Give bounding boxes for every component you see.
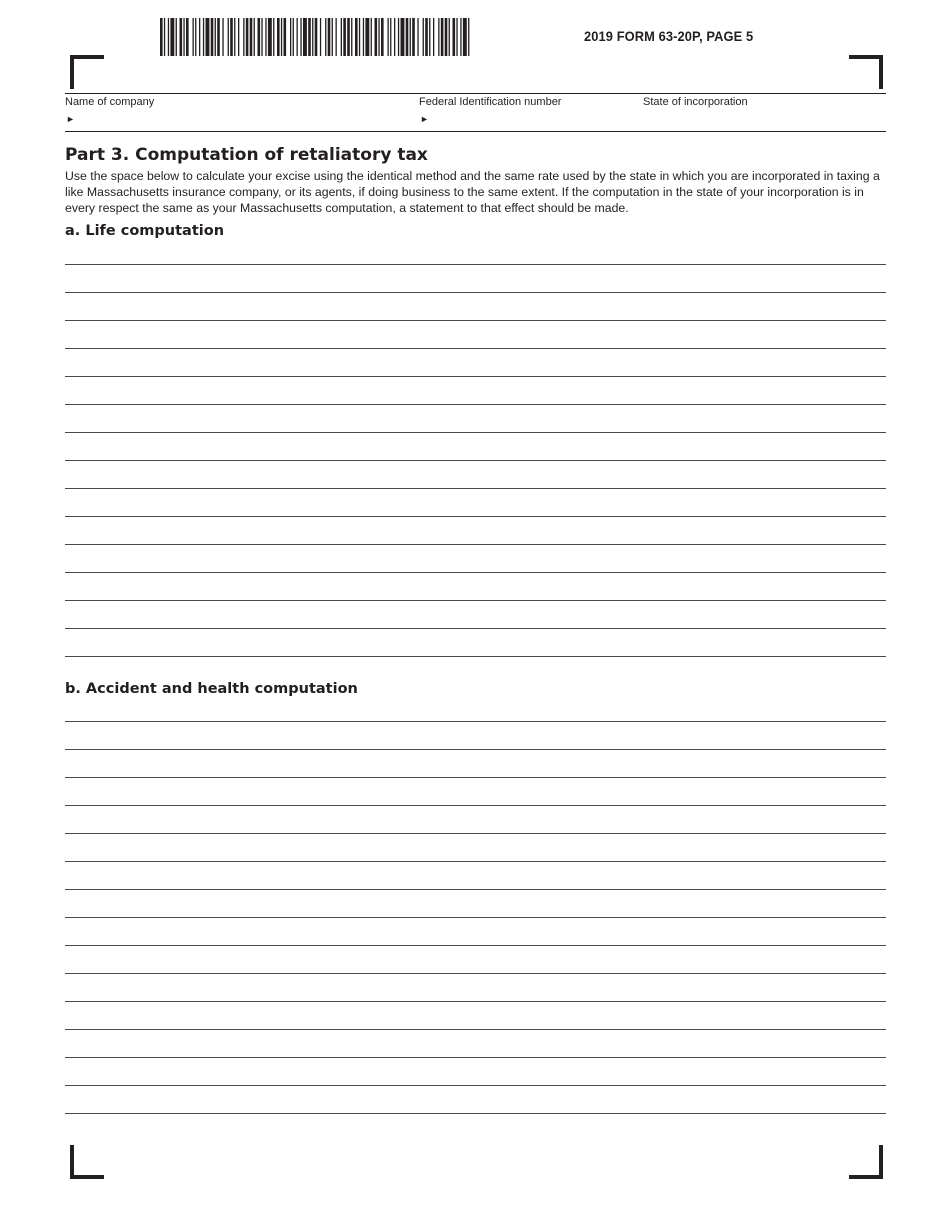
life-computation-line[interactable] — [65, 432, 886, 433]
barcode — [160, 18, 470, 56]
accident-health-computation-line[interactable] — [65, 973, 886, 974]
life-computation-line[interactable] — [65, 376, 886, 377]
accident-health-computation-line[interactable] — [65, 945, 886, 946]
accident-health-computation-line[interactable] — [65, 1001, 886, 1002]
life-computation-line[interactable] — [65, 600, 886, 601]
state-of-incorporation-label: State of incorporation — [643, 96, 748, 108]
accident-health-computation-line[interactable] — [65, 777, 886, 778]
life-computation-line[interactable] — [65, 628, 886, 629]
accident-health-computation-line[interactable] — [65, 1085, 886, 1086]
corner-mark-top-right — [849, 55, 883, 89]
accident-health-computation-line[interactable] — [65, 1029, 886, 1030]
fein-arrow-icon: ► — [420, 114, 429, 124]
form-title: 2019 FORM 63-20P, PAGE 5 — [584, 28, 754, 44]
life-computation-line[interactable] — [65, 544, 886, 545]
header-rule-bottom — [65, 131, 886, 132]
company-name-arrow-icon: ► — [66, 114, 75, 124]
corner-mark-top-left — [70, 55, 104, 89]
part-3-instructions: Use the space below to calculate your excise using the identical method and the same rate used by the state in which you are incorporated in taxing a like Massachusetts insurance company, or its agents, if doing business to the same extent. If the computation in the state of your incorporation is in every respect the same as your Massachusetts computation, a statement to that effect should be made. — [65, 169, 880, 215]
life-computation-line[interactable] — [65, 488, 886, 489]
life-computation-line[interactable] — [65, 320, 886, 321]
fein-label: Federal Identification number — [419, 96, 562, 108]
corner-mark-bottom-right — [849, 1145, 883, 1179]
accident-health-computation-line[interactable] — [65, 721, 886, 722]
part-3-title: Part 3. Computation of retaliatory tax — [65, 145, 428, 165]
header-rule-top — [65, 93, 886, 94]
accident-health-computation-line[interactable] — [65, 805, 886, 806]
life-computation-line[interactable] — [65, 572, 886, 573]
life-computation-line[interactable] — [65, 348, 886, 349]
section-a-title: a. Life computation — [65, 223, 225, 239]
life-computation-line[interactable] — [65, 292, 886, 293]
life-computation-line[interactable] — [65, 460, 886, 461]
accident-health-computation-line[interactable] — [65, 889, 886, 890]
life-computation-line[interactable] — [65, 404, 886, 405]
corner-mark-bottom-left — [70, 1145, 104, 1179]
accident-health-computation-line[interactable] — [65, 833, 886, 834]
accident-health-computation-line[interactable] — [65, 917, 886, 918]
accident-health-computation-line[interactable] — [65, 749, 886, 750]
accident-health-computation-line[interactable] — [65, 1113, 886, 1114]
accident-health-computation-line[interactable] — [65, 861, 886, 862]
life-computation-line[interactable] — [65, 656, 886, 657]
company-name-label: Name of company — [65, 96, 155, 108]
section-b-title: b. Accident and health computation — [65, 681, 358, 697]
accident-health-computation-line[interactable] — [65, 1057, 886, 1058]
life-computation-line[interactable] — [65, 264, 886, 265]
life-computation-line[interactable] — [65, 516, 886, 517]
